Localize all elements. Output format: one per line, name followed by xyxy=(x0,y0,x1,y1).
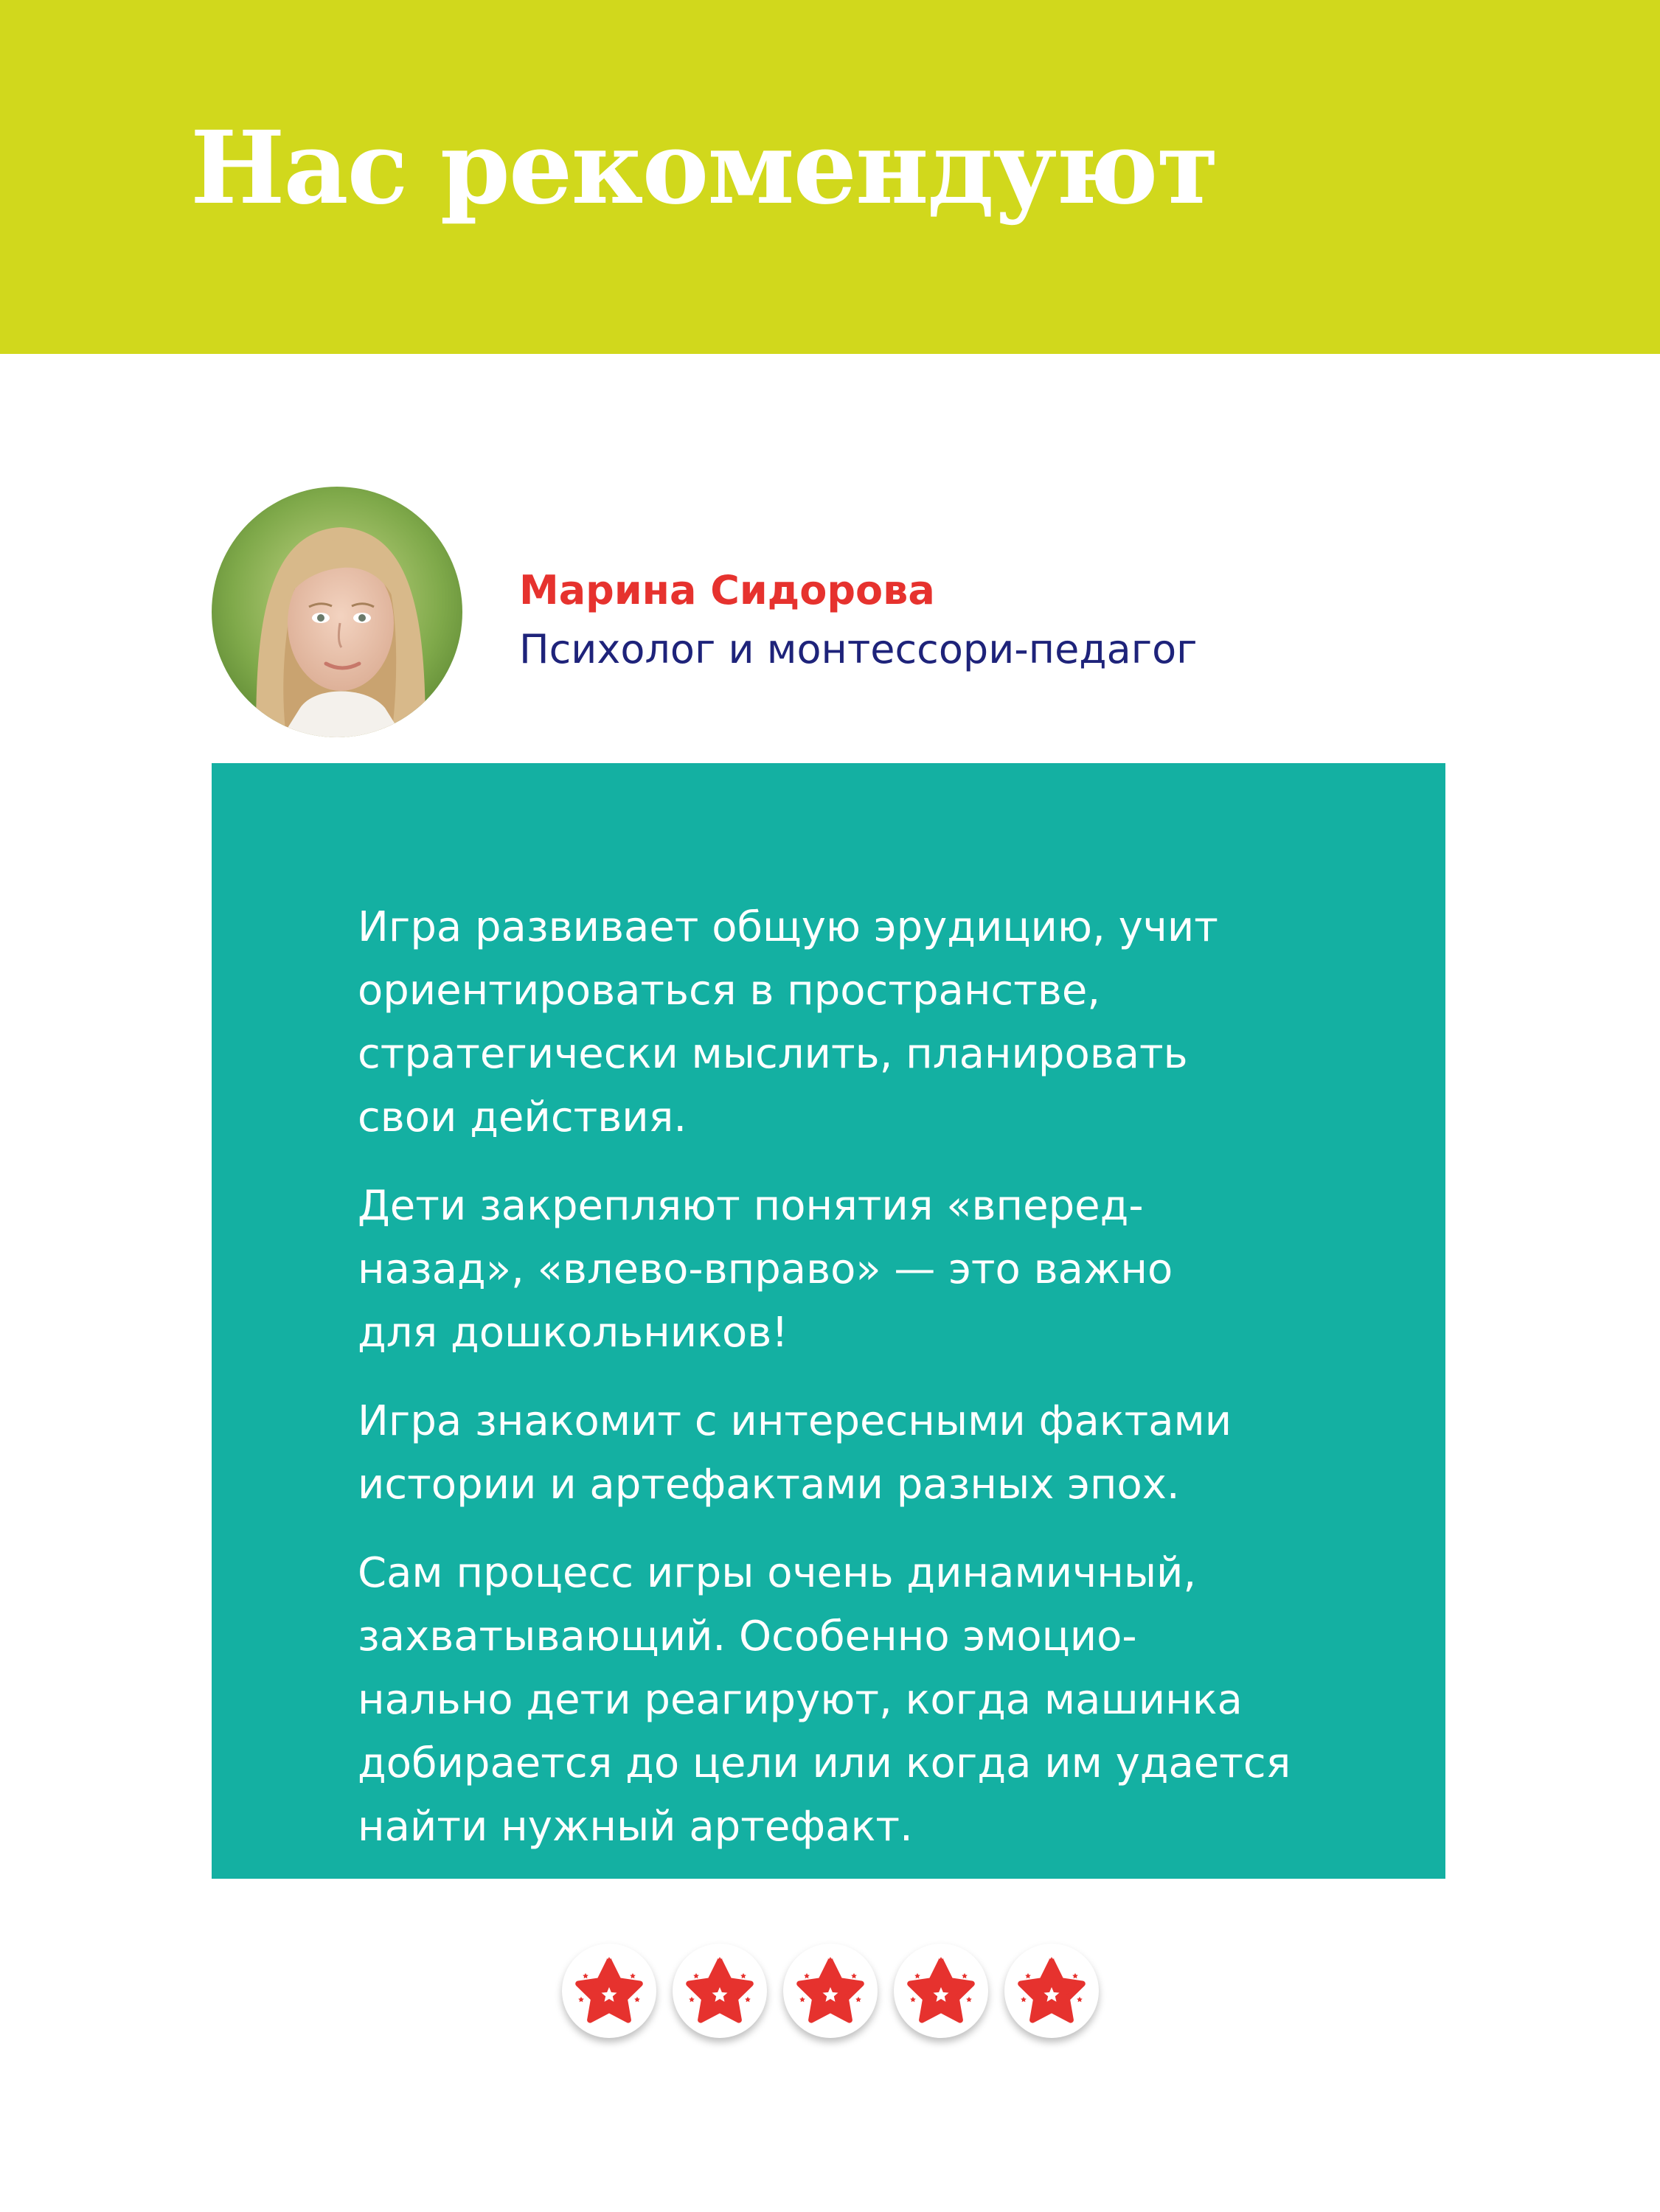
star-icon xyxy=(1015,1954,1088,2028)
quote-line: для дошкольников! xyxy=(358,1309,788,1357)
quote-line: захватывающий. Особенно эмоцио- xyxy=(358,1613,1137,1660)
rating-star-badge xyxy=(783,1944,878,2038)
quote-line: нально дети реагируют, когда машинка xyxy=(358,1676,1243,1724)
star-icon xyxy=(572,1954,646,2028)
star-sparkle xyxy=(914,1973,920,1978)
rating-star-badge xyxy=(894,1944,988,2038)
author-role: Психолог и монтессори-педагог xyxy=(519,626,1198,672)
star-sparkle xyxy=(740,1973,746,1978)
quote-line: добирается до цели или когда им удается xyxy=(358,1739,1291,1787)
quote-paragraph xyxy=(358,896,1309,1150)
quote-line: ориентироваться в пространстве, xyxy=(358,967,1101,1015)
star-sparkle xyxy=(583,1973,588,1978)
star-sparkle xyxy=(1021,1997,1027,2002)
rating-star-badge xyxy=(1004,1944,1099,2038)
quote-line: Игра развивает общую эрудицию, учит xyxy=(358,903,1218,951)
star-sparkle xyxy=(693,1973,699,1978)
star-sparkle xyxy=(799,1997,805,2002)
quote-line: Дети закрепляют понятия «вперед- xyxy=(358,1182,1144,1230)
quote-line: свои действия. xyxy=(358,1093,687,1141)
star-sparkle xyxy=(745,1997,751,2002)
star-sparkle xyxy=(910,1997,916,2002)
quote-box xyxy=(212,763,1445,1879)
star-sparkle xyxy=(804,1973,810,1978)
rating-star-badge xyxy=(673,1944,767,2038)
star-sparkle xyxy=(1077,1997,1083,2002)
quote-paragraph xyxy=(358,1390,1309,1517)
author-name: Марина Сидорова xyxy=(519,567,935,613)
quote-line: Сам процесс игры очень динамичный, xyxy=(358,1549,1197,1597)
star-rating xyxy=(562,1944,1099,2038)
person-photo-icon xyxy=(212,487,462,737)
star-sparkle xyxy=(578,1997,584,2002)
quote-line: стратегически мыслить, планировать xyxy=(358,1030,1188,1078)
page-title: Нас рекомендуют xyxy=(190,109,1218,227)
quote-paragraph xyxy=(358,1542,1309,1859)
star-sparkle xyxy=(855,1997,861,2002)
quote-text xyxy=(358,896,1309,1884)
quote-line: Игра знакомит с интересными фактами xyxy=(358,1397,1232,1445)
star-sparkle xyxy=(1072,1973,1078,1978)
star-icon xyxy=(683,1954,757,2028)
quote-line: истории и артефактами разных эпох. xyxy=(358,1461,1180,1509)
star-icon xyxy=(904,1954,978,2028)
star-icon xyxy=(793,1954,867,2028)
star-sparkle xyxy=(689,1997,695,2002)
star-sparkle xyxy=(966,1997,972,2002)
star-sparkle xyxy=(851,1973,857,1978)
star-sparkle xyxy=(634,1997,640,2002)
quote-line: назад», «влево-вправо» — это важно xyxy=(358,1245,1173,1293)
author-avatar xyxy=(212,487,462,737)
quote-paragraph xyxy=(358,1175,1309,1365)
rating-star-badge xyxy=(562,1944,656,2038)
star-sparkle xyxy=(962,1973,968,1978)
quote-line: найти нужный артефакт. xyxy=(358,1803,913,1851)
star-sparkle xyxy=(1025,1973,1031,1978)
star-sparkle xyxy=(630,1973,636,1978)
